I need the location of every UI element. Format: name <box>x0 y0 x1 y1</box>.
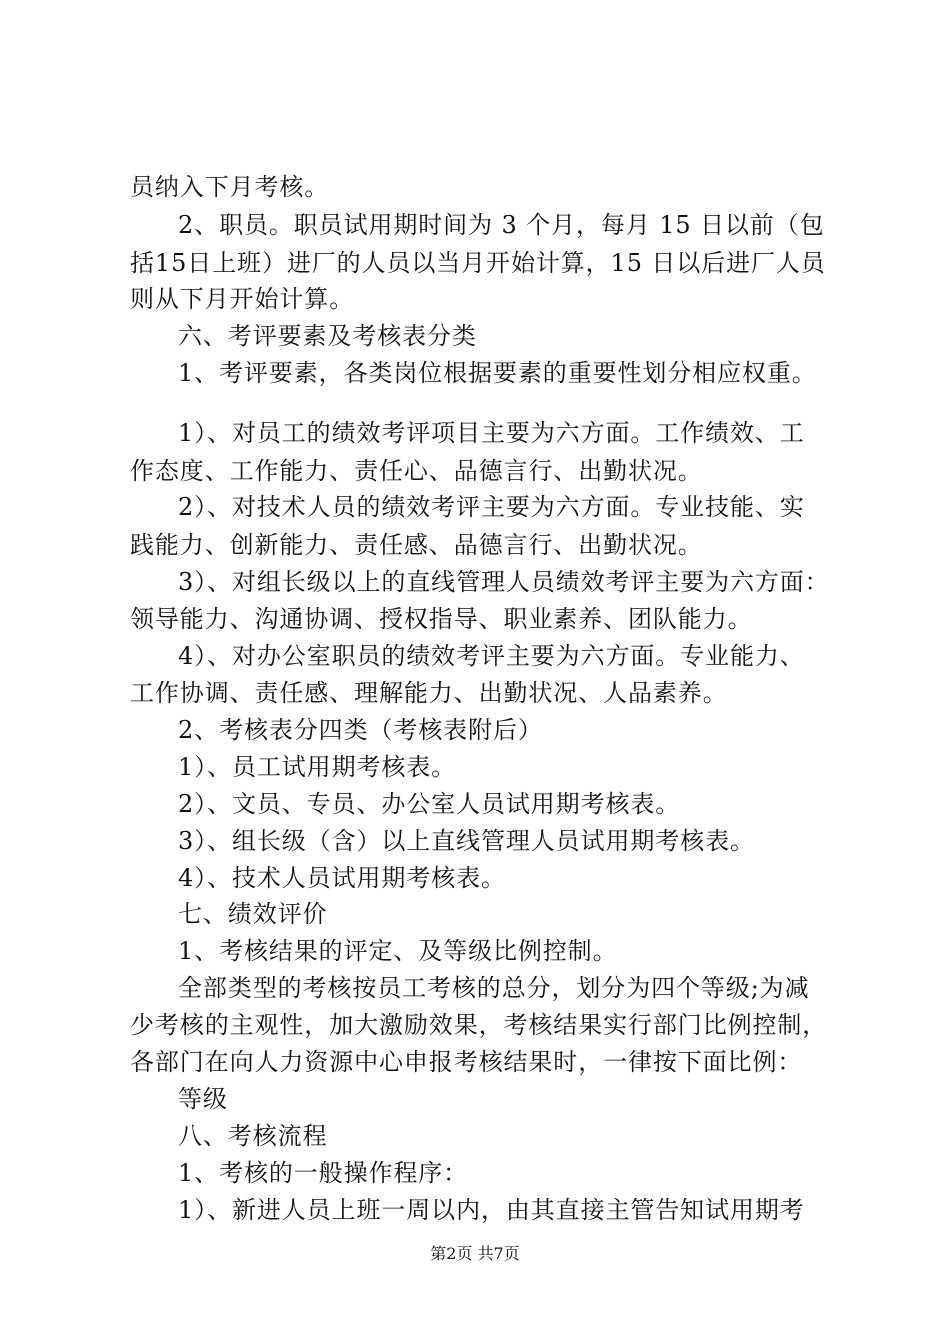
body-line: 作态度、工作能力、责任心、品德言行、出勤状况。 <box>130 457 703 485</box>
body-line: 4）、对办公室职员的绩效考评主要为六方面。专业能力、 <box>178 642 805 670</box>
body-line: 少考核的主观性，加大激励效果，考核结果实行部门比例控制， <box>130 1011 828 1039</box>
section-heading: 八、考核流程 <box>178 1122 328 1150</box>
body-line: 3）、组长级（含）以上直线管理人员试用期考核表。 <box>178 827 755 855</box>
section-heading: 七、绩效评价 <box>178 900 328 928</box>
page-number-footer: 第2页 共7页 <box>430 1244 520 1263</box>
body-line: 1、考评要素，各类岗位根据要素的重要性划分相应权重。 <box>178 359 817 387</box>
body-line: 全部类型的考核按员工考核的总分，划分为四个等级;为减 <box>178 974 810 1002</box>
body-line: 3）、对组长级以上的直线管理人员绩效考评主要为六方面： <box>178 568 830 596</box>
body-line: 括15日上班）进厂的人员以当月开始计算，15 日以后进厂人员 <box>130 249 826 277</box>
body-line: 员纳入下月考核。 <box>130 173 330 201</box>
body-line: 1）、员工试用期考核表。 <box>178 753 457 781</box>
body-line: 各部门在向人力资源中心申报考核结果时，一律按下面比例： <box>130 1048 803 1076</box>
body-line: 则从下月开始计算。 <box>130 285 355 313</box>
body-line: 4）、技术人员试用期考核表。 <box>178 864 506 892</box>
body-line: 2）、对技术人员的绩效考评主要为六方面。专业技能、实 <box>178 493 805 521</box>
body-line: 1、考核的一般操作程序： <box>178 1159 469 1187</box>
body-line: 1、考核结果的评定、及等级比例控制。 <box>178 937 618 965</box>
section-heading: 六、考评要素及考核表分类 <box>178 322 477 350</box>
body-line: 等级 <box>178 1085 228 1113</box>
body-line: 1）、新进人员上班一周以内，由其直接主管告知试用期考 <box>178 1196 805 1224</box>
body-line: 领导能力、沟通协调、授权指导、职业素养、团队能力。 <box>130 605 753 633</box>
body-line: 工作协调、责任感、理解能力、出勤状况、人品素养。 <box>130 679 728 707</box>
body-line: 1）、对员工的绩效考评项目主要为六方面。工作绩效、工 <box>178 419 805 447</box>
body-line: 践能力、创新能力、责任感、品德言行、出勤状况。 <box>130 531 703 559</box>
body-line: 2、考核表分四类（考核表附后） <box>178 716 543 744</box>
body-line: 2、职员。职员试用期时间为 3 个月，每月 15 日以前（包 <box>178 211 825 239</box>
body-line: 2）、文员、专员、办公室人员试用期考核表。 <box>178 790 681 818</box>
